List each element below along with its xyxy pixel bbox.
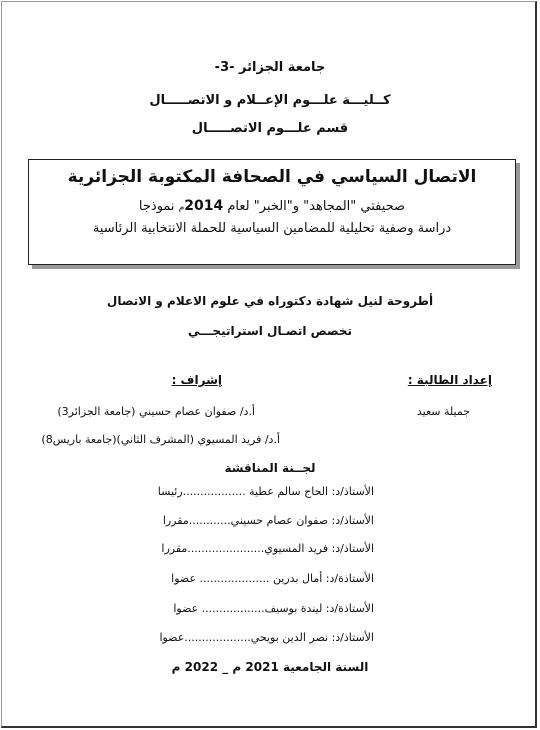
supervisor-1: أ.د/ صفوان عصام حسيني (جامعة الجزائر3) bbox=[57, 405, 255, 418]
supervision-label bbox=[172, 373, 222, 387]
committee-member: الأستاذ/د: نصر الدين بويحي...................عضوا bbox=[159, 631, 374, 644]
faculty-name: كــليـــة علـــوم الإعــلام و الاتصـــــال bbox=[149, 93, 391, 108]
subtitle-era: م bbox=[178, 203, 185, 213]
subtitle-after: نموذجا bbox=[138, 199, 179, 214]
committee-member: الأستاذ/د: الحاج سالم عطية ..................رئيسا bbox=[157, 485, 374, 498]
committee-title: لجــنة المناقشة bbox=[224, 461, 316, 475]
student-label: إعداد الطالبة : bbox=[407, 373, 492, 387]
thesis-purpose: أطروحة لنيل شهادة دكتوراه في علوم الاعلام و الاتصال bbox=[106, 294, 434, 308]
committee-member: الأستاذة/د: ليندة بوسيف.................. عضوا bbox=[173, 602, 374, 615]
student-name: جميلة سعيد bbox=[416, 405, 470, 418]
page-border bbox=[1, 1, 537, 728]
committee-member: الأستاذ/د: فريد المسيوي......................مقررا bbox=[161, 542, 374, 555]
department-name: قسم علـــوم الاتصـــــال bbox=[191, 121, 349, 136]
thesis-specialty: تخصص اتصـال استراتيجـــي bbox=[187, 324, 353, 338]
thesis-title: الاتصال السياسي في الصحافة المكتوبة الجزائرية bbox=[67, 167, 477, 187]
academic-year: السنة الجامعية 2021 م _ 2022 م bbox=[171, 660, 369, 674]
supervisor-2: أ.د/ فريد المسيوي (المشرف الثاني)(جامعة باريس8) bbox=[41, 433, 280, 446]
subtitle-year: 2014 bbox=[184, 198, 224, 214]
supervision-label-text: إشراف : bbox=[171, 373, 222, 387]
thesis-subtitle bbox=[29, 198, 515, 214]
committee-member: الأستاذة/د: أمال بدرين .................... عضوا bbox=[171, 572, 374, 585]
thesis-description: دراسة وصفية تحليلية للمضامين السياسية للحملة الانتخابية الرئاسية bbox=[92, 221, 452, 236]
title-box bbox=[28, 159, 516, 265]
committee-member: الأستاذ/د: صفوان عصام حسيني............مقررا bbox=[162, 514, 374, 527]
subtitle-before: صحيفتي "المجاهد" و"الخبر" لعام bbox=[223, 199, 406, 214]
university-name: جامعة الجزائر -3- bbox=[214, 60, 326, 75]
